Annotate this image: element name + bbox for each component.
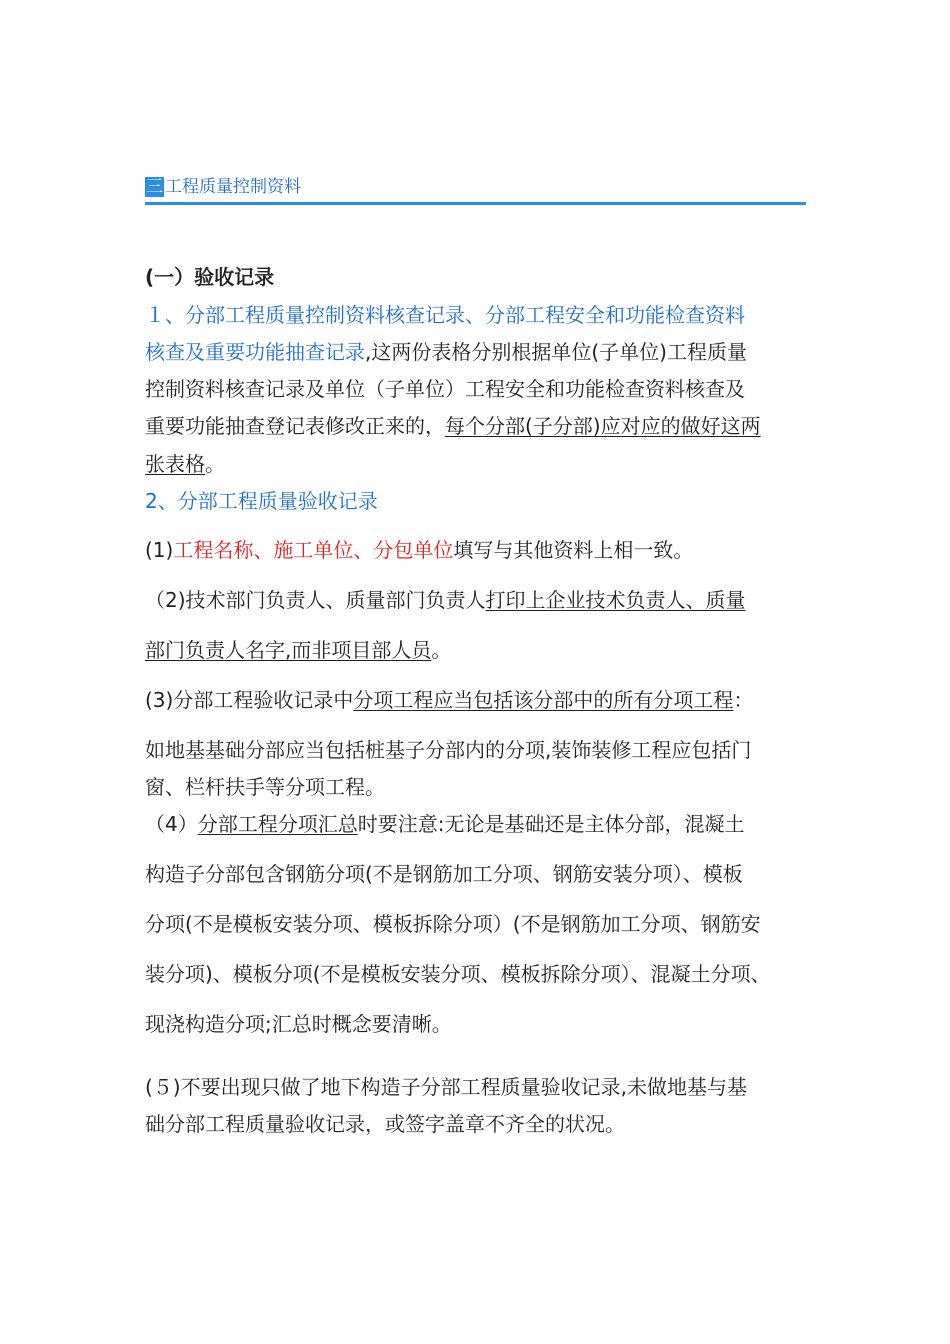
item1-line1: １、分部工程质量控制资料核查记录、分部工程安全和功能检查资料 [145,303,745,327]
item2-p4-line5: 现浇构造分项;汇总时概念要清晰。 [145,1012,452,1036]
item1-line2-text: ,这两份表格分别根据单位(子单位)工程质量 [365,340,747,364]
item1-line3: 控制资料核查记录及单位（子单位）工程安全和功能检查资料核查及 [145,377,745,401]
item2-p1 [145,538,693,562]
item1-line4 [145,414,761,438]
p2-line2-underlined: 部门负责人名字,而非项目部人员 [145,638,432,662]
p4-underlined: 分部工程分项汇总 [197,812,358,836]
item2-p3-line3: 窗、栏杆扶手等分项工程。 [145,775,385,799]
item2-p4-line2: 构造子分部包含钢筋分项(不是钢筋加工分项、钢筋安装分项）、模板 [145,862,743,886]
p3-end: ： [733,688,754,712]
p4-text: 时要注意:无论是基础还是主体分部，混凝土 [357,812,745,836]
item2-p3-line1 [145,688,753,712]
p2-text: （2)技术部门负责人、质量部门负责人 [145,588,486,612]
item2-p4-line3: 分项(不是模板安装分项、模板拆除分项）(不是钢筋加工分项、钢筋安 [145,912,761,936]
heading-title: 工程质量控制资料 [165,177,301,197]
item2-title: 2、分部工程质量验收记录 [145,489,378,513]
p2-underlined: 打印上企业技术负责人、质量 [485,588,746,612]
p4-number: （4） [145,812,198,836]
p1-highlight: 工程名称、施工单位、分包单位 [173,538,454,562]
item1-line5-underlined: 张表格 [145,452,205,476]
p1-text: 填写与其他资料上相一致。 [453,538,694,562]
item1-line4-text: 重要功能抽查登记表修改正来的， [145,414,445,438]
item2-p4-line1 [145,812,744,836]
item2-p3-line2: 如地基基础分部应当包括桩基子分部内的分项,装饰装修工程应包括门 [145,738,752,762]
item1-line2 [145,340,747,364]
p3-underlined: 分项工程应当包括该分部中的所有分项工程 [353,688,734,712]
subsection-title: (一）验收记录 [145,265,275,289]
item1-line4-underlined: 每个分部(子分部)应对应的做好这两 [445,414,761,438]
section-heading [145,174,806,205]
p2-line2-end: 。 [431,638,452,662]
item1-line5-end: 。 [205,452,225,476]
item2-p5-line1: (５)不要出现只做了地下构造子分部工程质量验收记录,未做地基与基 [145,1075,747,1099]
item2-p2-line1 [145,588,746,612]
p1-number: (1) [145,538,174,562]
item1-line2-highlight: 核查及重要功能抽查记录 [145,340,365,364]
heading-marker: 三 [146,177,163,197]
item1-line5 [145,452,225,476]
item2-p4-line4: 装分项)、模板分项(不是模板安装分项、模板拆除分项）、混凝土分项、 [145,962,771,986]
p3-text: (3)分部工程验收记录中 [145,688,354,712]
item2-p2-line2 [145,638,451,662]
item2-p5-line2: 础分部工程质量验收记录，或签字盖章不齐全的状况。 [145,1112,625,1136]
